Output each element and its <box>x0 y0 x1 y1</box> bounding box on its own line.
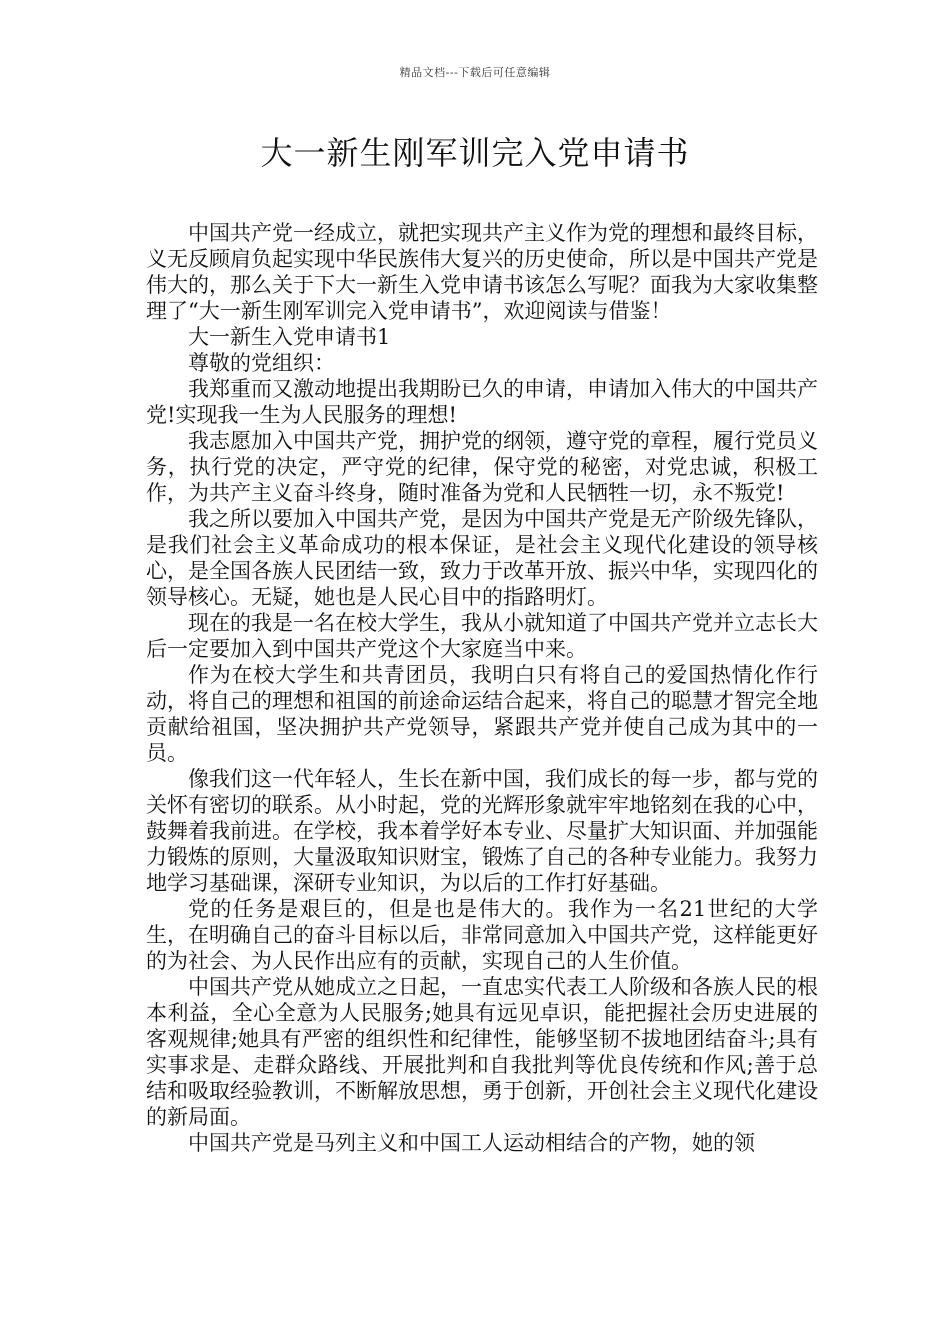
document-title: 大一新生刚军训完入党申请书 <box>260 134 690 172</box>
section-heading: 大一新生入党申请书1 <box>188 325 391 349</box>
paragraph: 现在的我是一名在校大学生，我从小就知道了中国共产党并立志长大后一定要加入到中国共产党这个大家庭当中来。 <box>146 611 818 661</box>
paragraph: 中国共产党是马列主义和中国工人运动相结合的产物，她的领 <box>188 1131 755 1155</box>
paragraph: 像我们这一代年轻人，生长在新中国，我们成长的每一步，都与党的关怀有密切的联系。从小时起，党的光辉形象就牢牢地铭刻在我的心中，鼓舞着我前进。在学校，我本着学好本专业、尽量扩大知识面、并加强能力锻炼的原则，大量汲取知识财宝，锻炼了自己的各种专业能力。我努力地学习基础课，深研专业知识，为以后的工作打好基础。 <box>146 767 818 895</box>
header-note: 精品文档---下载后可任意编辑 <box>399 66 551 79</box>
salutation: 尊敬的党组织： <box>188 351 335 375</box>
paragraph: 我志愿加入中国共产党，拥护党的纲领，遵守党的章程，履行党员义务，执行党的决定，严守党的纪律，保守党的秘密，对党忠诚，积极工作，为共产主义奋斗终身，随时准备为党和人民牺牲一切，永不叛党! <box>146 429 818 505</box>
paragraph: 我之所以要加入中国共产党，是因为中国共产党是无产阶级先锋队，是我们社会主义革命成功的根本保证，是社会主义现代化建设的领导核心，是全国各族人民团结一致，致力于改革开放、振兴中华，实现四化的领导核心。无疑，她也是人民心目中的指路明灯。 <box>146 507 818 609</box>
paragraph: 作为在校大学生和共青团员，我明白只有将自己的爱国热情化作行动，将自己的理想和祖国的前途命运结合起来，将自己的聪慧才智完全地贡献给祖国，坚决拥护共产党领导，紧跟共产党并使自己成为其中的一员。 <box>146 663 818 765</box>
document-body <box>146 220 818 1156</box>
paragraph: 党的任务是艰巨的，但是也是伟大的。我作为一名21世纪的大学生，在明确自己的奋斗目标以后，非常同意加入中国共产党，这样能更好的为社会、为人民作出应有的贡献，实现自己的人生价值。 <box>146 897 818 973</box>
paragraph: 我郑重而又激动地提出我期盼已久的申请，申请加入伟大的中国共产党!实现我一生为人民服务的理想! <box>146 377 818 427</box>
paragraph: 中国共产党从她成立之日起，一直忠实代表工人阶级和各族人民的根本利益，全心全意为人民服务;她具有远见卓识，能把握社会历史进展的客观规律;她具有严密的组织性和纪律性，能够坚韧不拔地团结奋斗;具有实事求是、走群众路线、开展批判和自我批判等优良传统和作风;善于总结和吸取经验教训，不断解放思想，勇于创新，开创社会主义现代化建设的新局面。 <box>146 975 818 1129</box>
paragraph-intro: 中国共产党一经成立，就把实现共产主义作为党的理想和最终目标，义无反顾肩负起实现中华民族伟大复兴的历史使命，所以是中国共产党是伟大的，那么关于下大一新生入党申请书该怎么写呢？面我为大家收集整理了“大一新生刚军训完入党申请书”，欢迎阅读与借鉴！ <box>146 221 818 323</box>
